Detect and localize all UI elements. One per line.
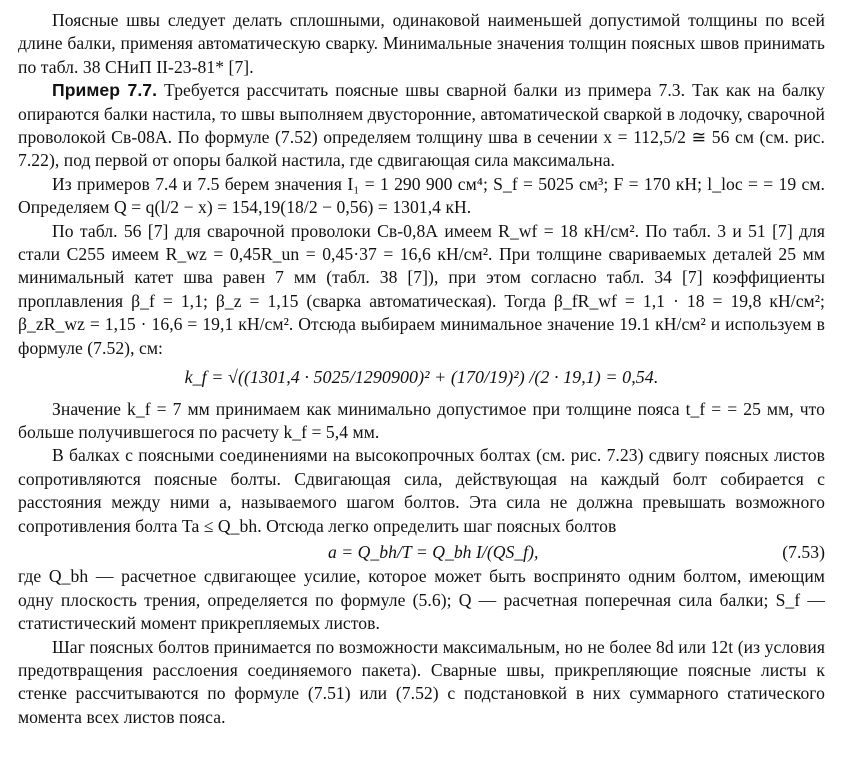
paragraph-bolt-step: Шаг поясных болтов принимается по возможности максимальным, но не более 8d или 12t (из условия предотвращения расслоения соединяемого пакета). Сварные швы, прикрепляющие поясные листы к стенке рассчитываются по формуле (7.51) или (7.52) с подстановкой в них суммарного статического момента всех листов пояса. [18, 636, 825, 727]
formula-bolt-step-expression: a = Q_bh/T = Q_bh I/(QS_f), [328, 541, 539, 562]
paragraph-strengths: По табл. 56 [7] для сварочной проволоки Св-0,8А имеем R_wf = 18 кН/см². По табл. 3 и 51 [7] для стали С255 имеем R_wz = 0,45R_un = 0,45·37 = 16,6 кН/см². При толщине свариваемых деталей 25 мм минимальный катет шва равен 7 мм (табл. 38 [7]), при этом согласно табл. 34 [7] коэффициенты проплавления β_f = 1,1; β_z = 1,15 (сварка автоматическая). Тогда β_fR_wf = 1,1 · 18 = 19,8 кН/см²; β_zR_wz = 1,15 · 16,6 = 19,1 кН/см². Отсюда выбираем минимальное значение 19.1 кН/см² и используем в формуле (7.52), см: [18, 220, 825, 358]
paragraph-bolts: В балках с поясными соединениями на высокопрочных болтах (см. рис. 7.23) сдвигу поясных листов сопротивляются поясные болты. Сдвигающая сила, действующая на каждый болт собирается с расстояния между ними a, называемого шагом болтов. Эта сила не должна превышать возможного сопротивления болта Ta ≤ Q_bh. Отсюда легко определить шаг поясных болтов [18, 445, 825, 536]
example-body: Требуется рассчитать поясные швы сварной балки из примера 7.3. Так как на балку опираются балки настила, то швы выполняем двусторонние, автоматической сваркой в лодочку, сварочной проволокой Св-08А. По формуле (7.52) определяем толщину шва в сечении x = 112,5/2 ≅ 56 см (см. рис. 7.22), под первой от опоры балкой настила, где сдвигающая сила максимальна. [18, 80, 825, 171]
paragraph-example-7-7 [18, 79, 825, 173]
paragraph-kf-value: Значение k_f = 7 мм принимаем как минимально допустимое при толщине пояса t_f = = 25 мм, что больше получившегося по расчету k_f = 5,4 мм. [18, 398, 825, 442]
paragraph-flange-welds: Поясные швы следует делать сплошными, одинаковой наименьшей допустимой толщины по всей длине балки, применяя автоматическую сварку. Минимальные значения толщин поясных швов принимать по табл. 38 СНиП II-23-81* [7]. [18, 10, 825, 77]
formula-kf: k_f = √((1301,4 · 5025/1290900)² + (170/19)²) /(2 · 19,1) = 0,54. [184, 367, 659, 388]
formula-bolt-step [18, 541, 825, 564]
formula-number: (7.53) [782, 541, 825, 562]
paragraph-values: Из примеров 7.4 и 7.5 берем значения I₁ = 1 290 900 см⁴; S_f = 5025 см³; F = 170 кН; l_loc = = 19 см. Определяем Q = q(l/2 − x) = 154,19(18/2 − 0,56) = 1301,4 кН. [18, 173, 825, 218]
example-heading: Пример 7.7. [52, 80, 158, 101]
paragraph-where: где Q_bh — расчетное сдвигающее усилие, которое может быть воспринято одним болтом, имеющим одну плоскость трения, определяется по формуле (5.6); Q — расчетная поперечная сила балки; S_f — статистический момент прикрепляемых листов. [18, 566, 825, 634]
